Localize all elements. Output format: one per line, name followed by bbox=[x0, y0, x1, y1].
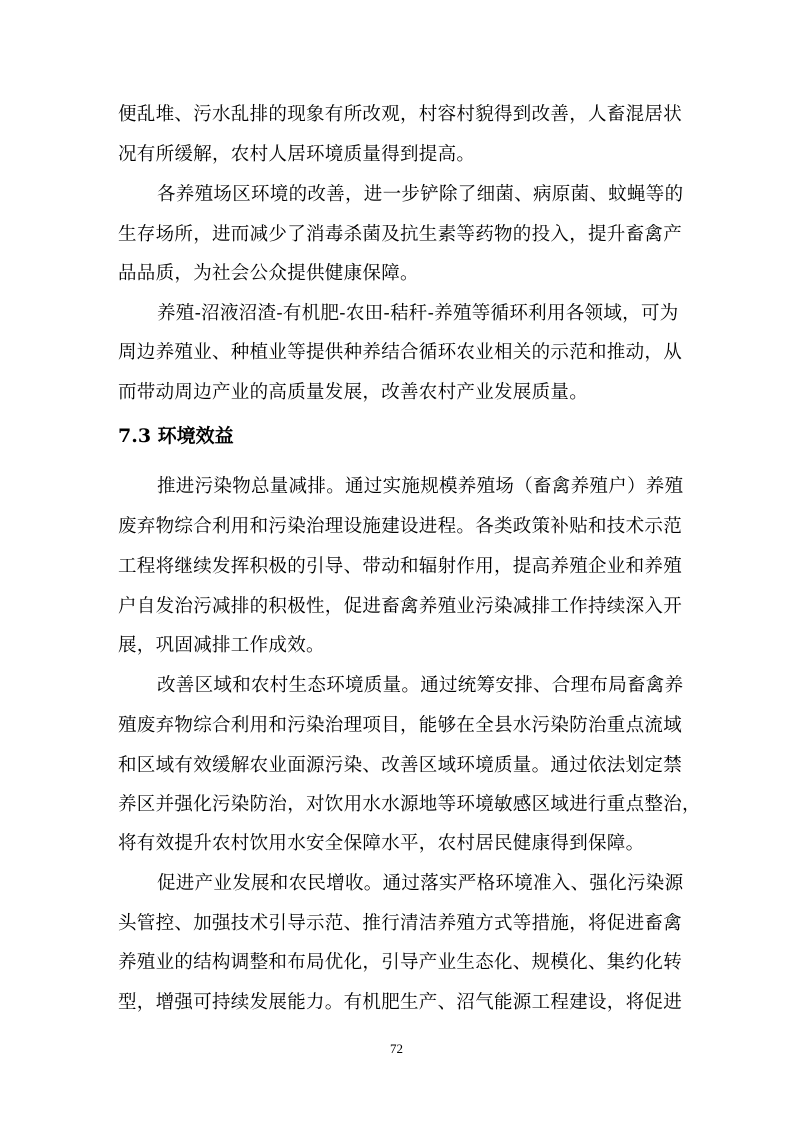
section-heading: 7.3 环境效益 bbox=[118, 425, 234, 447]
paragraph-line: 生存场所，进而减少了消毒杀菌及抗生素等药物的投入，提升畜禽产 bbox=[118, 224, 683, 245]
paragraph-line: 养殖-沼液沼渣-有机肥-农田-秸秆-养殖等循环利用各领域，可为 bbox=[157, 303, 679, 324]
paragraph-line: 便乱堆、污水乱排的现象有所改观，村容村貌得到改善，人畜混居状 bbox=[118, 104, 683, 125]
paragraph-line: 促进产业发展和农民增收。通过落实严格环境准入、强化污染源 bbox=[157, 873, 684, 894]
paragraph-line: 周边养殖业、种植业等提供种养结合循环农业相关的示范和推动，从 bbox=[118, 342, 683, 363]
paragraph-line: 和区域有效缓解农业面源污染、改善区域环境质量。通过依法划定禁 bbox=[118, 755, 683, 776]
paragraph-line: 各养殖场区环境的改善，进一步铲除了细菌、病原菌、蚊蝇等的 bbox=[157, 184, 684, 205]
paragraph-line: 废弃物综合利用和污染治理设施建设进程。各类政策补贴和技术示范 bbox=[118, 516, 683, 537]
paragraph-line: 头管控、加强技术引导示范、推行清洁养殖方式等措施，将促进畜禽 bbox=[118, 913, 683, 934]
paragraph-line: 养区并强化污染防治，对饮用水水源地等环境敏感区域进行重点整治， bbox=[118, 794, 701, 815]
paragraph-line: 殖废弃物综合利用和污染治理项目，能够在全县水污染防治重点流域 bbox=[118, 715, 683, 736]
paragraph-line: 展，巩固减排工作成效。 bbox=[118, 635, 325, 656]
paragraph-line: 品品质，为社会公众提供健康保障。 bbox=[118, 263, 419, 284]
page-number: 72 bbox=[390, 1041, 403, 1056]
paragraph-line: 户自发治污减排的积极性，促进畜禽养殖业污染减排工作持续深入开 bbox=[118, 596, 683, 617]
paragraph-line: 推进污染物总量减排。通过实施规模养殖场（畜禽养殖户）养殖 bbox=[157, 476, 684, 497]
paragraph-line: 况有所缓解，农村人居环境质量得到提高。 bbox=[118, 144, 476, 165]
paragraph-line: 工程将继续发挥积极的引导、带动和辐射作用，提高养殖企业和养殖 bbox=[118, 556, 683, 577]
paragraph-line: 改善区域和农村生态环境质量。通过统筹安排、合理布局畜禽养 bbox=[157, 675, 684, 696]
paragraph-line: 而带动周边产业的高质量发展，改善农村产业发展质量。 bbox=[118, 382, 589, 403]
paragraph-line: 养殖业的结构调整和布局优化，引导产业生态化、规模化、集约化转 bbox=[118, 952, 683, 973]
paragraph-line: 将有效提升农村饮用水安全保障水平，农村居民健康得到保障。 bbox=[118, 833, 645, 854]
paragraph-line: 型，增强可持续发展能力。有机肥生产、沼气能源工程建设，将促进 bbox=[118, 992, 683, 1013]
